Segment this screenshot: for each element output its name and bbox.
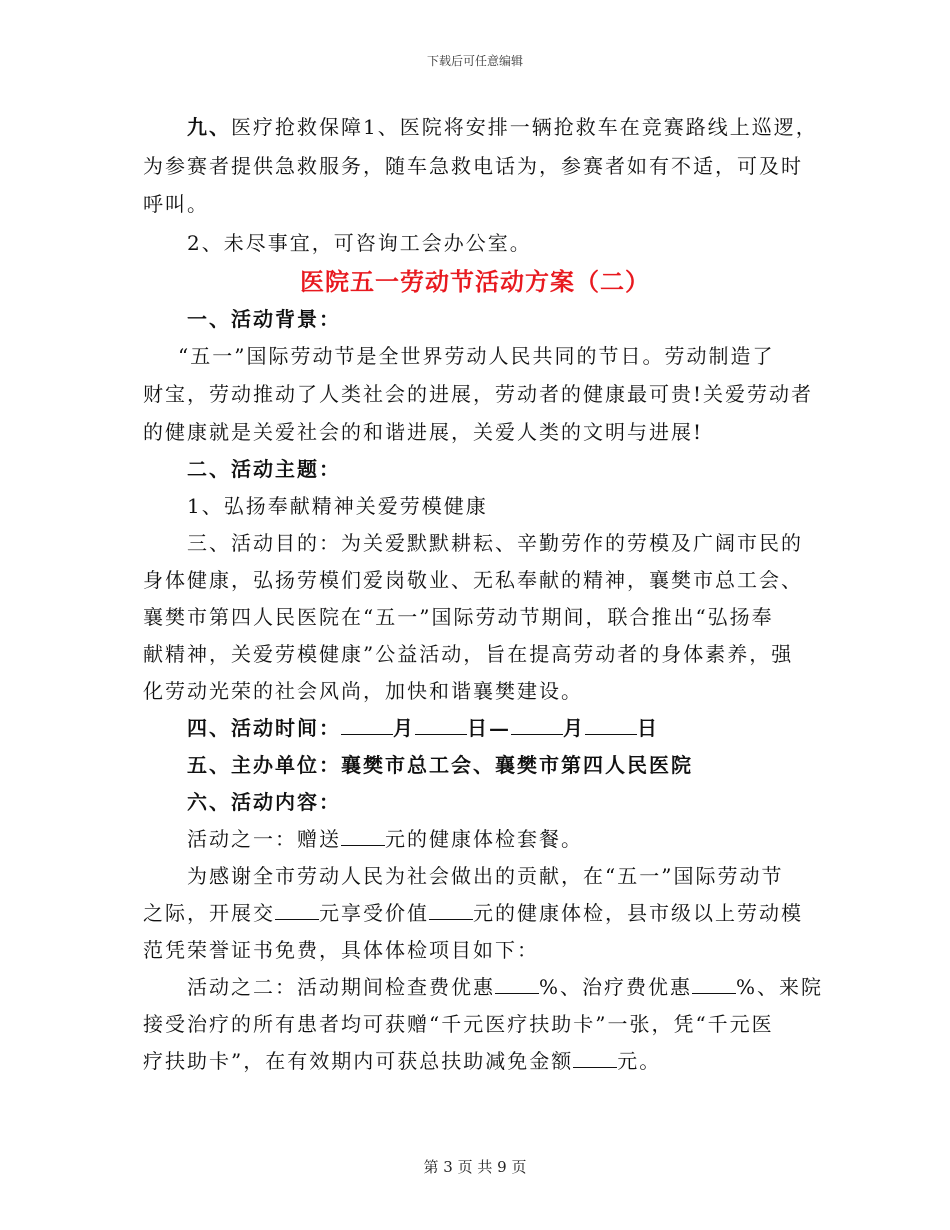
para-text: 之际，开展交 <box>143 901 275 925</box>
day-label: 日 <box>637 716 659 740</box>
section-6-heading: 六、活动内容： <box>187 790 341 814</box>
section-3-line-1: 三、活动目的：为关爱默默耕耘、辛勤劳作的劳模及广阔市民的 <box>187 531 803 555</box>
section-4-activity-time <box>187 714 659 742</box>
activity-1-para-line-1: 为感谢全市劳动人民为社会做出的贡献，在“五一”国际劳动节 <box>187 864 784 888</box>
blank-field <box>275 899 319 920</box>
activity-2-line-1 <box>187 973 823 1001</box>
section-2-item-1: 1、弘扬奉献精神关爱劳模健康 <box>187 494 488 518</box>
page-footer: 第 3 页 共 9 页 <box>423 1158 527 1176</box>
blank-field <box>415 714 467 735</box>
activity-2-line-3 <box>143 1047 661 1075</box>
section-9-line-3: 呼叫。 <box>143 192 209 216</box>
section-2-heading: 二、活动主题： <box>187 457 341 481</box>
blank-field <box>585 714 637 735</box>
section-3-line-5: 化劳动光荣的社会风尚，加快和谐襄樊建设。 <box>143 679 583 703</box>
activity-1-text: 活动之一：赠送 <box>187 827 341 851</box>
section-9-line-1 <box>187 113 818 141</box>
section-9-text: 医疗抢救保障1、医院将安排一辆抢救车在竞赛路线上巡逻， <box>231 115 818 139</box>
section-9-line-4: 2、未尽事宜，可咨询工会办公室。 <box>187 231 532 255</box>
activity-1-para-line-3: 范凭荣誉证书免费，具体体检项目如下： <box>143 938 539 962</box>
blank-field <box>692 973 736 994</box>
para-text: 元。 <box>617 1049 662 1073</box>
section-1-heading: 一、活动背景： <box>187 307 341 331</box>
month-label: 月 <box>393 716 415 740</box>
para-text: %、治疗费优惠 <box>539 975 693 999</box>
section-3-line-4: 献精神，关爱劳模健康”公益活动，旨在提高劳动者的身体素养，强 <box>143 642 794 666</box>
blank-field <box>511 714 563 735</box>
para-text: 活动之二：活动期间检查费优惠 <box>187 975 495 999</box>
blank-field <box>573 1047 617 1068</box>
month-label: 月 <box>563 716 585 740</box>
section-9-label: 九、 <box>187 115 231 139</box>
blank-field <box>341 825 385 846</box>
date-dash: — <box>489 716 511 740</box>
document-title: 医院五一劳动节活动方案（二） <box>300 267 650 296</box>
blank-field <box>429 899 473 920</box>
para-text: 元享受价值 <box>319 901 429 925</box>
para-text: %、来院 <box>736 975 824 999</box>
page-header: 下载后可任意编辑 <box>426 54 523 68</box>
section-1-para-line-2: 财宝，劳动推动了人类社会的进展，劳动者的健康最可贵!关爱劳动者 <box>143 382 814 406</box>
para-text: 疗扶助卡”，在有效期内可获总扶助减免金额 <box>143 1049 574 1073</box>
section-1-para-line-1: “五一”国际劳动节是全世界劳动人民共同的节日。劳动制造了 <box>178 344 775 368</box>
section-9-line-2: 为参赛者提供急救服务，随车急救电话为，参赛者如有不适，可及时 <box>143 154 803 178</box>
section-1-para-line-3: 的健康就是关爱社会的和谐进展，关爱人类的文明与进展! <box>143 420 704 444</box>
day-label: 日 <box>467 716 489 740</box>
activity-1-text-end: 元的健康体检套餐。 <box>385 827 583 851</box>
blank-field <box>341 714 393 735</box>
section-5-organizers: 五、主办单位：襄樊市总工会、襄樊市第四人民医院 <box>187 753 693 777</box>
section-4-label: 四、活动时间： <box>187 716 341 740</box>
section-3-line-2: 身体健康，弘扬劳模们爱岗敬业、无私奉献的精神，襄樊市总工会、 <box>143 568 803 592</box>
blank-field <box>495 973 539 994</box>
para-text: 元的健康体检，县市级以上劳动模 <box>473 901 803 925</box>
activity-1-line <box>187 825 583 853</box>
activity-1-para-line-2 <box>143 899 803 927</box>
section-3-line-3: 襄樊市第四人民医院在“五一”国际劳动节期间，联合推出“弘扬奉 <box>143 605 774 629</box>
activity-2-line-2: 接受治疗的所有患者均可获赠“千元医疗扶助卡”一张，凭“千元医 <box>143 1012 774 1036</box>
